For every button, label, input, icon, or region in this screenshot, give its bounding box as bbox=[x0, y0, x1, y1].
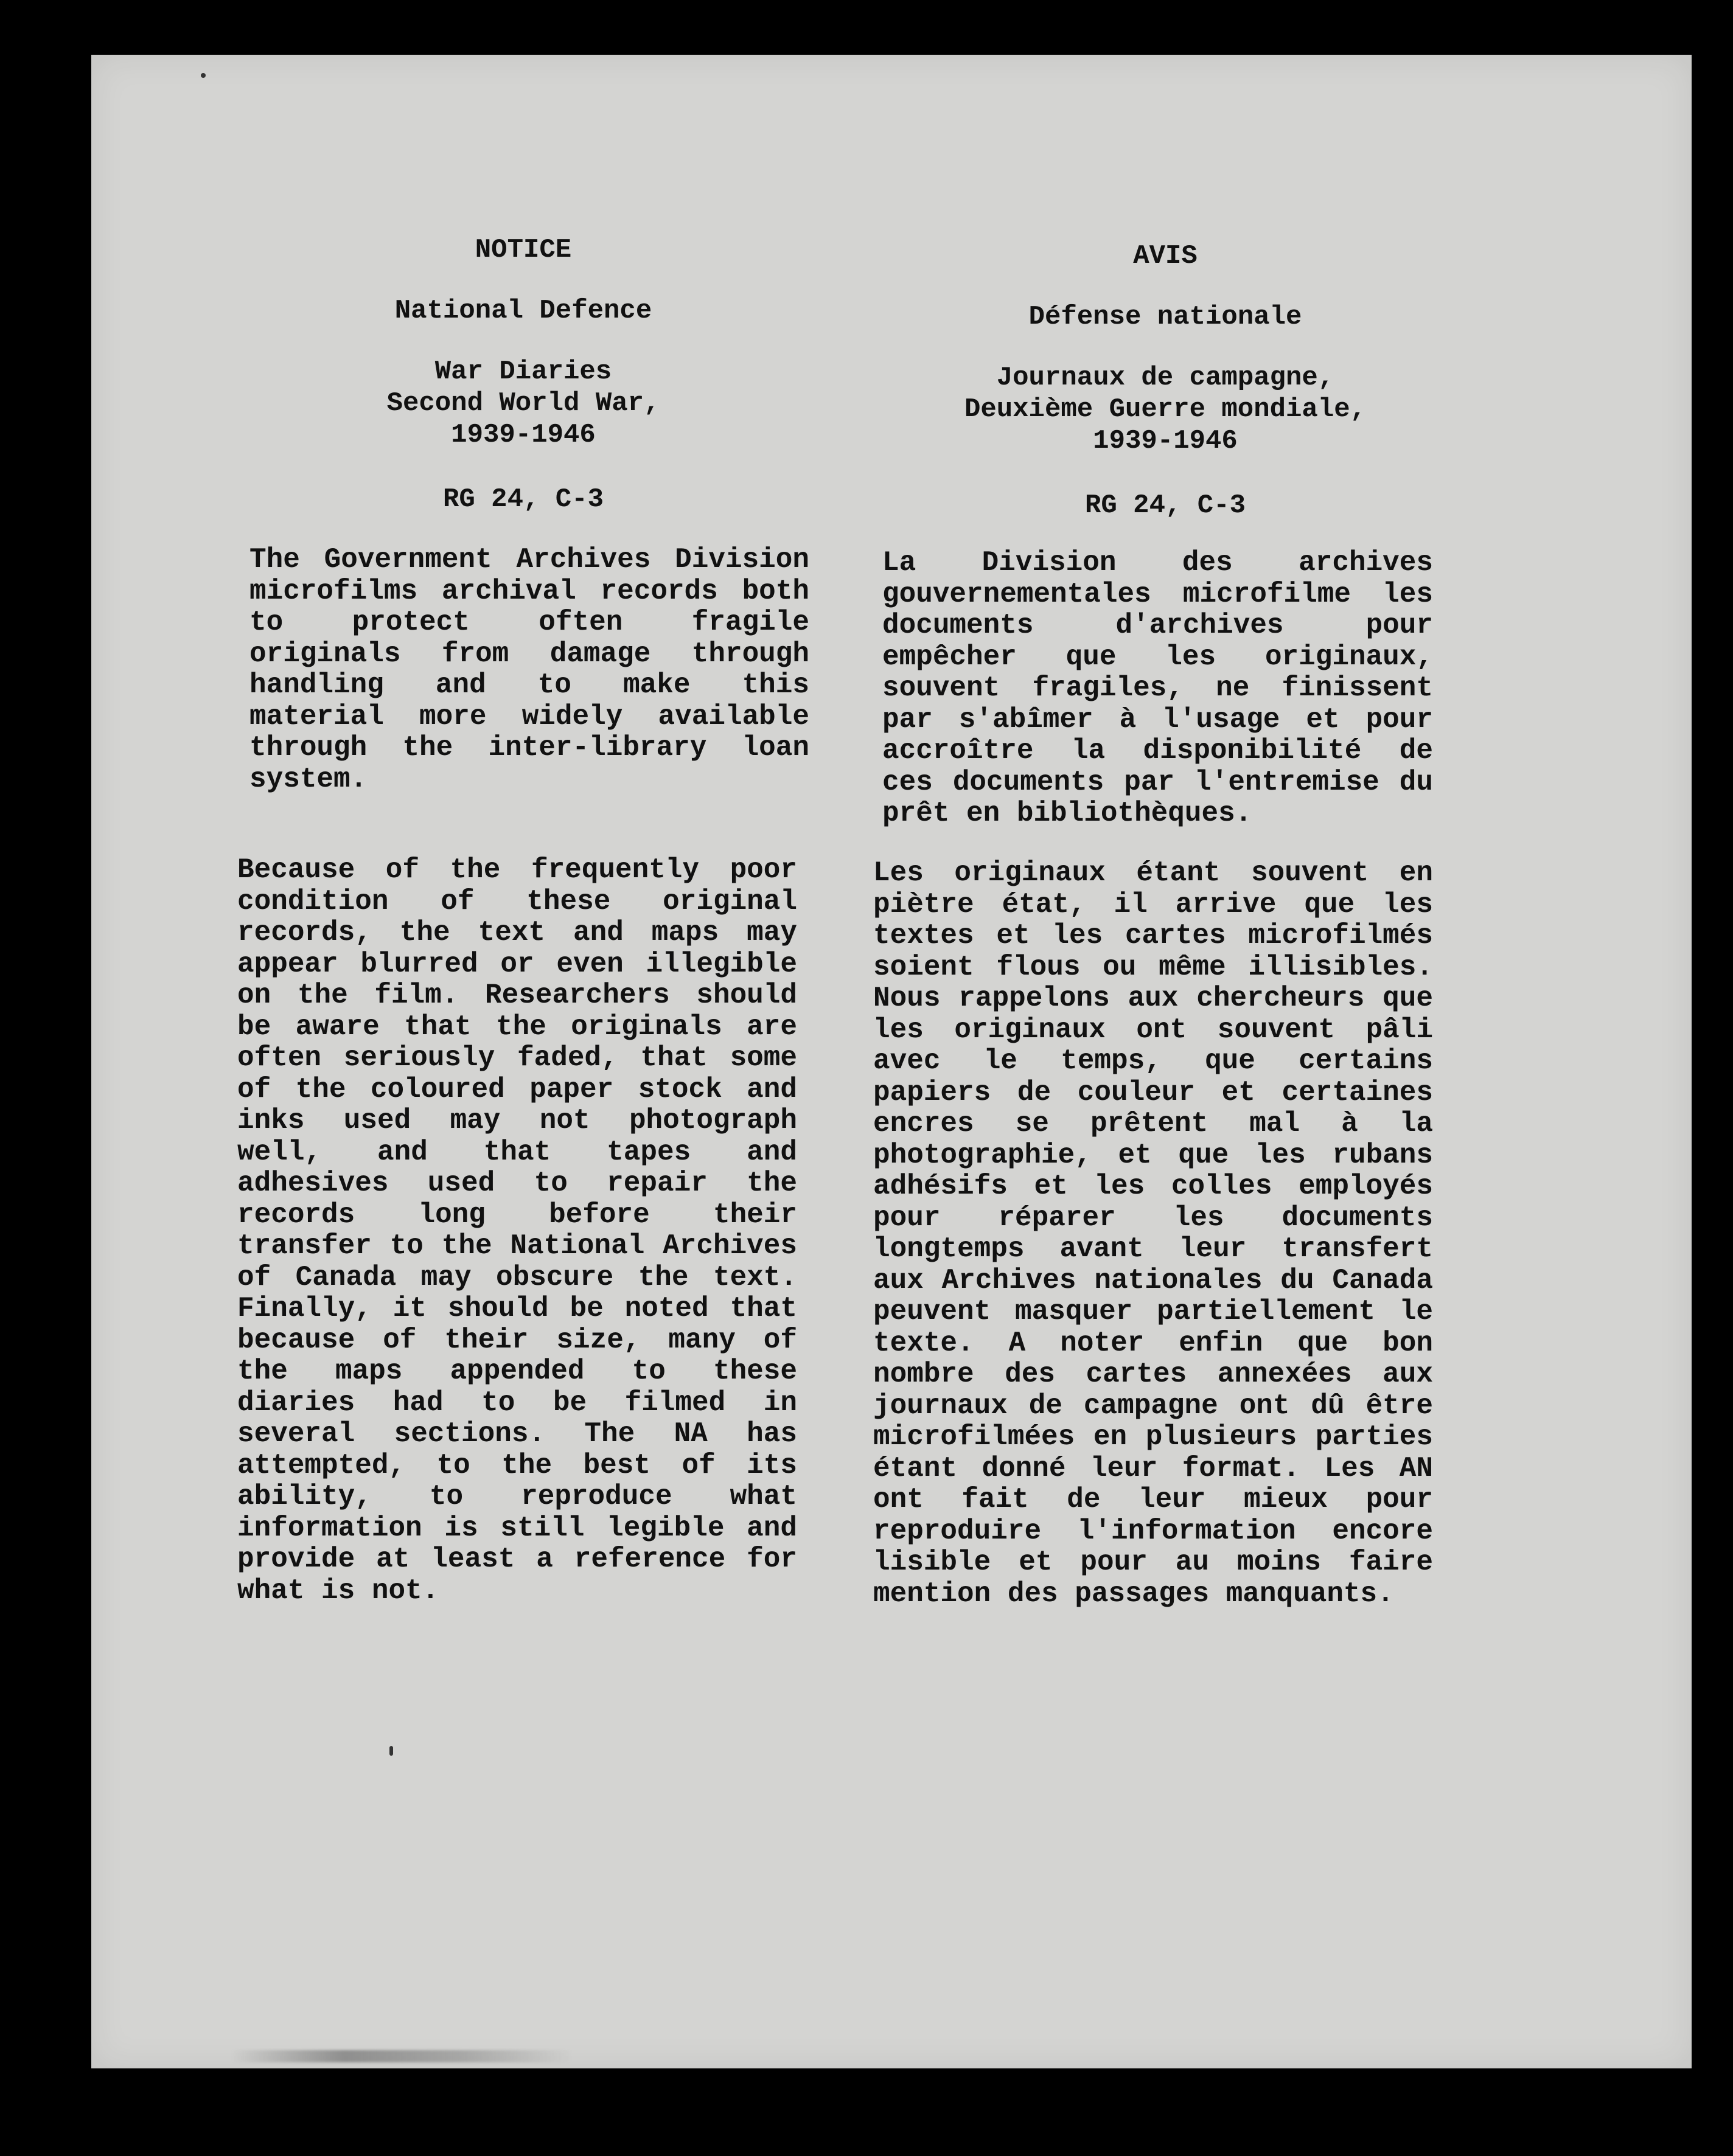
paragraph-condition-notice-fr: Les originaux étant souvent en piètre état, il arrive que les textes et les cartes microfilmés soient flous ou même illisibles. Nous rappelons aux chercheurs que les originaux ont souvent pâli avec le temps, que certains papiers de couleur et certaines encres se prêtent mal à la photographie, et que les rubans adhésifs et les colles employés pour réparer les documents longtemps avant leur transfert aux Archives nationales du Canada peuvent masquer partiellement le texte. A noter enfin que bon nombre des cartes annexées aux journaux de campagne ont dû être microfilmées en plusieurs parties étant donné leur format. Les AN ont fait de leur mieux pour reproduire l'information encore lisible et pour au moins faire mention des passages manquants. bbox=[873, 857, 1433, 1610]
record-group-reference: RG 24, C-3 bbox=[442, 484, 604, 515]
document-page bbox=[91, 55, 1692, 2068]
department-heading-fr: Défense nationale bbox=[1028, 302, 1302, 332]
notice-heading: NOTICE bbox=[475, 235, 572, 265]
document-title: War Diaries Second World War, 1939-1946 bbox=[386, 356, 660, 450]
scan-speck-top bbox=[201, 73, 206, 78]
paragraph-microfilm-purpose: The Government Archives Division microfilms archival records both to protect often fragile originals from damage through handling and to make this material more widely available through the inter-library loan system. bbox=[249, 544, 809, 795]
paragraph-microfilm-purpose-fr: La Division des archives gouvernementales microfilme les documents d'archives pour empêcher que les originaux, souvent fragiles, ne finissent par s'abîmer à l'usage et pour accroître la disponibilité de ces documents par l'entremise du prêt en bibliothèques. bbox=[882, 547, 1433, 829]
scan-speck-bottom bbox=[389, 1746, 393, 1756]
bottom-edge-smudge bbox=[231, 2050, 572, 2062]
record-group-reference-fr: RG 24, C-3 bbox=[1084, 490, 1246, 521]
department-heading: National Defence bbox=[394, 296, 652, 326]
document-title-fr: Journaux de campagne, Deuxième Guerre mondiale, 1939-1946 bbox=[964, 363, 1367, 456]
paragraph-condition-notice: Because of the frequently poor condition of these original records, the text and maps may appear blurred or even illegible on the film. Researchers should be aware that the originals are often seriously faded, that some of the coloured paper stock and inks used may not photograph well, and that tapes and adhesives used to repair the records long before their transfer to the National Archives of Canada may obscure the text. Finally, it should be noted that because of their size, many of the maps appended to these diaries had to be filmed in several sections. The NA has attempted, to the best of its ability, to reproduce what information is still legible and provide at least a reference for what is not. bbox=[237, 854, 797, 1607]
avis-heading: AVIS bbox=[1133, 241, 1198, 271]
